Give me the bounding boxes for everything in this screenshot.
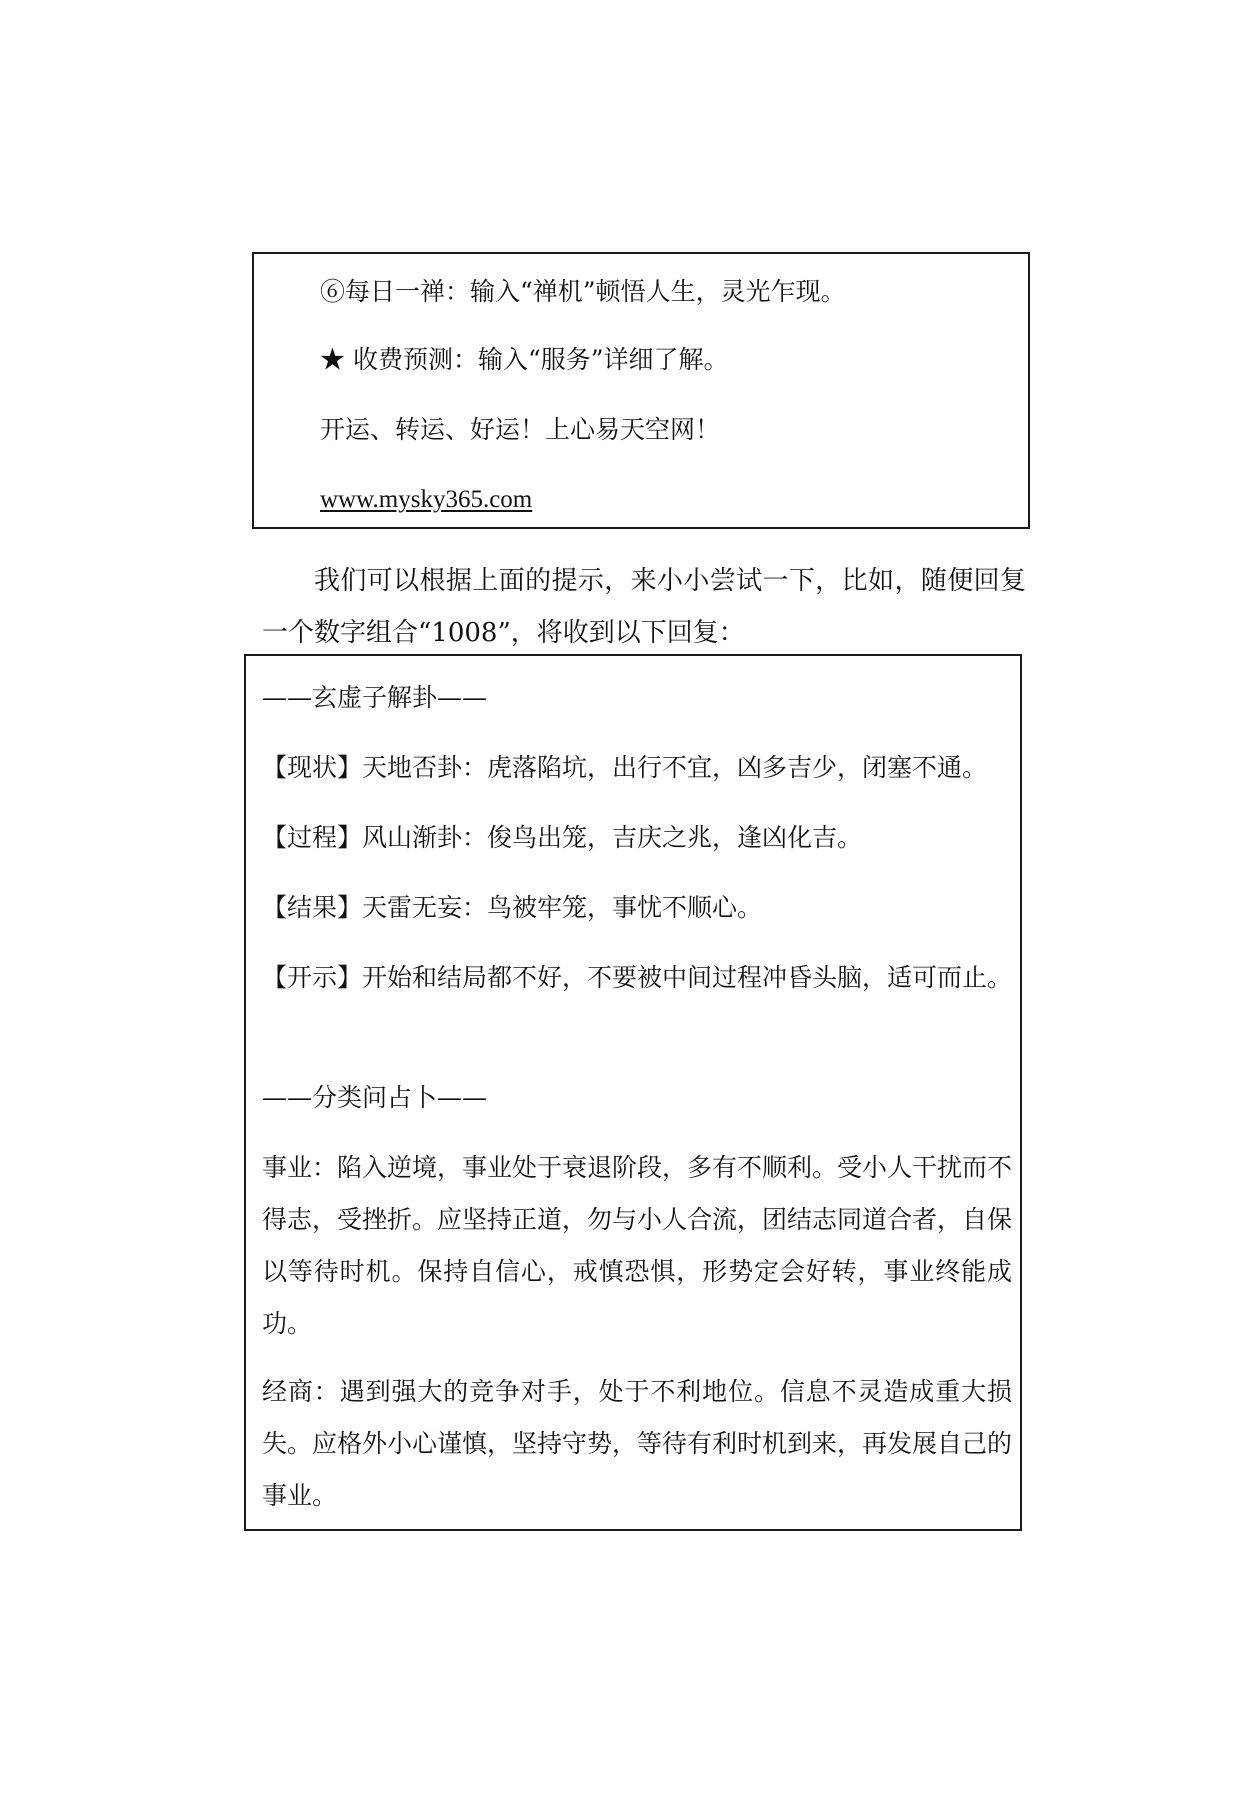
category-heading: ——分类问占卜——	[262, 1083, 488, 1112]
intro-paragraph: 我们可以根据上面的提示，来小小尝试一下，比如，随便回复一个数字组合“1008”，将收到以下回复：	[262, 566, 1026, 648]
result-entry: 【结果】天雷无妄：鸟被牢笼，事忧不顺心。	[262, 893, 763, 922]
process-entry: 【过程】风山渐卦：俊鸟出笼，吉庆之兆，逢凶化吉。	[262, 823, 863, 852]
insight-entry: 【开示】开始和结局都不好，不要被中间过程冲昏头脑，适可而止。	[262, 963, 1013, 992]
good-fortune-line: 开运、转运、好运！上心易天空网！	[320, 415, 721, 444]
intro-text	[262, 555, 1026, 659]
reply-box	[244, 654, 1022, 1531]
career-entry: 事业：陷入逆境，事业处于衰退阶段，多有不顺利。受小人干扰而不得志，受挫折。应坚持正道，勿与小人合流，团结志同道合者，自保以等待时机。保持自信心，戒慎恐惧，形势定会好转，事业终能成功。	[262, 1153, 1013, 1338]
status-entry: 【现状】天地否卦：虎落陷坑，出行不宜，凶多吉少，闭塞不通。	[262, 753, 988, 782]
divination-heading: ——玄虚子解卦——	[262, 683, 488, 712]
notice-box	[252, 252, 1030, 529]
paid-forecast-line: ★ 收费预测：输入“服务”详细了解。	[320, 345, 729, 374]
zen-daily-line: ⑥每日一禅：输入“禅机”顿悟人生，灵光乍现。	[320, 277, 846, 306]
website-link[interactable]: www.mysky365.com	[320, 486, 533, 513]
business-entry: 经商：遇到强大的竞争对手，处于不利地位。信息不灵造成重大损失。应格外小心谨慎，坚持守势，等待有利时机到来，再发展自己的事业。	[262, 1377, 1013, 1510]
